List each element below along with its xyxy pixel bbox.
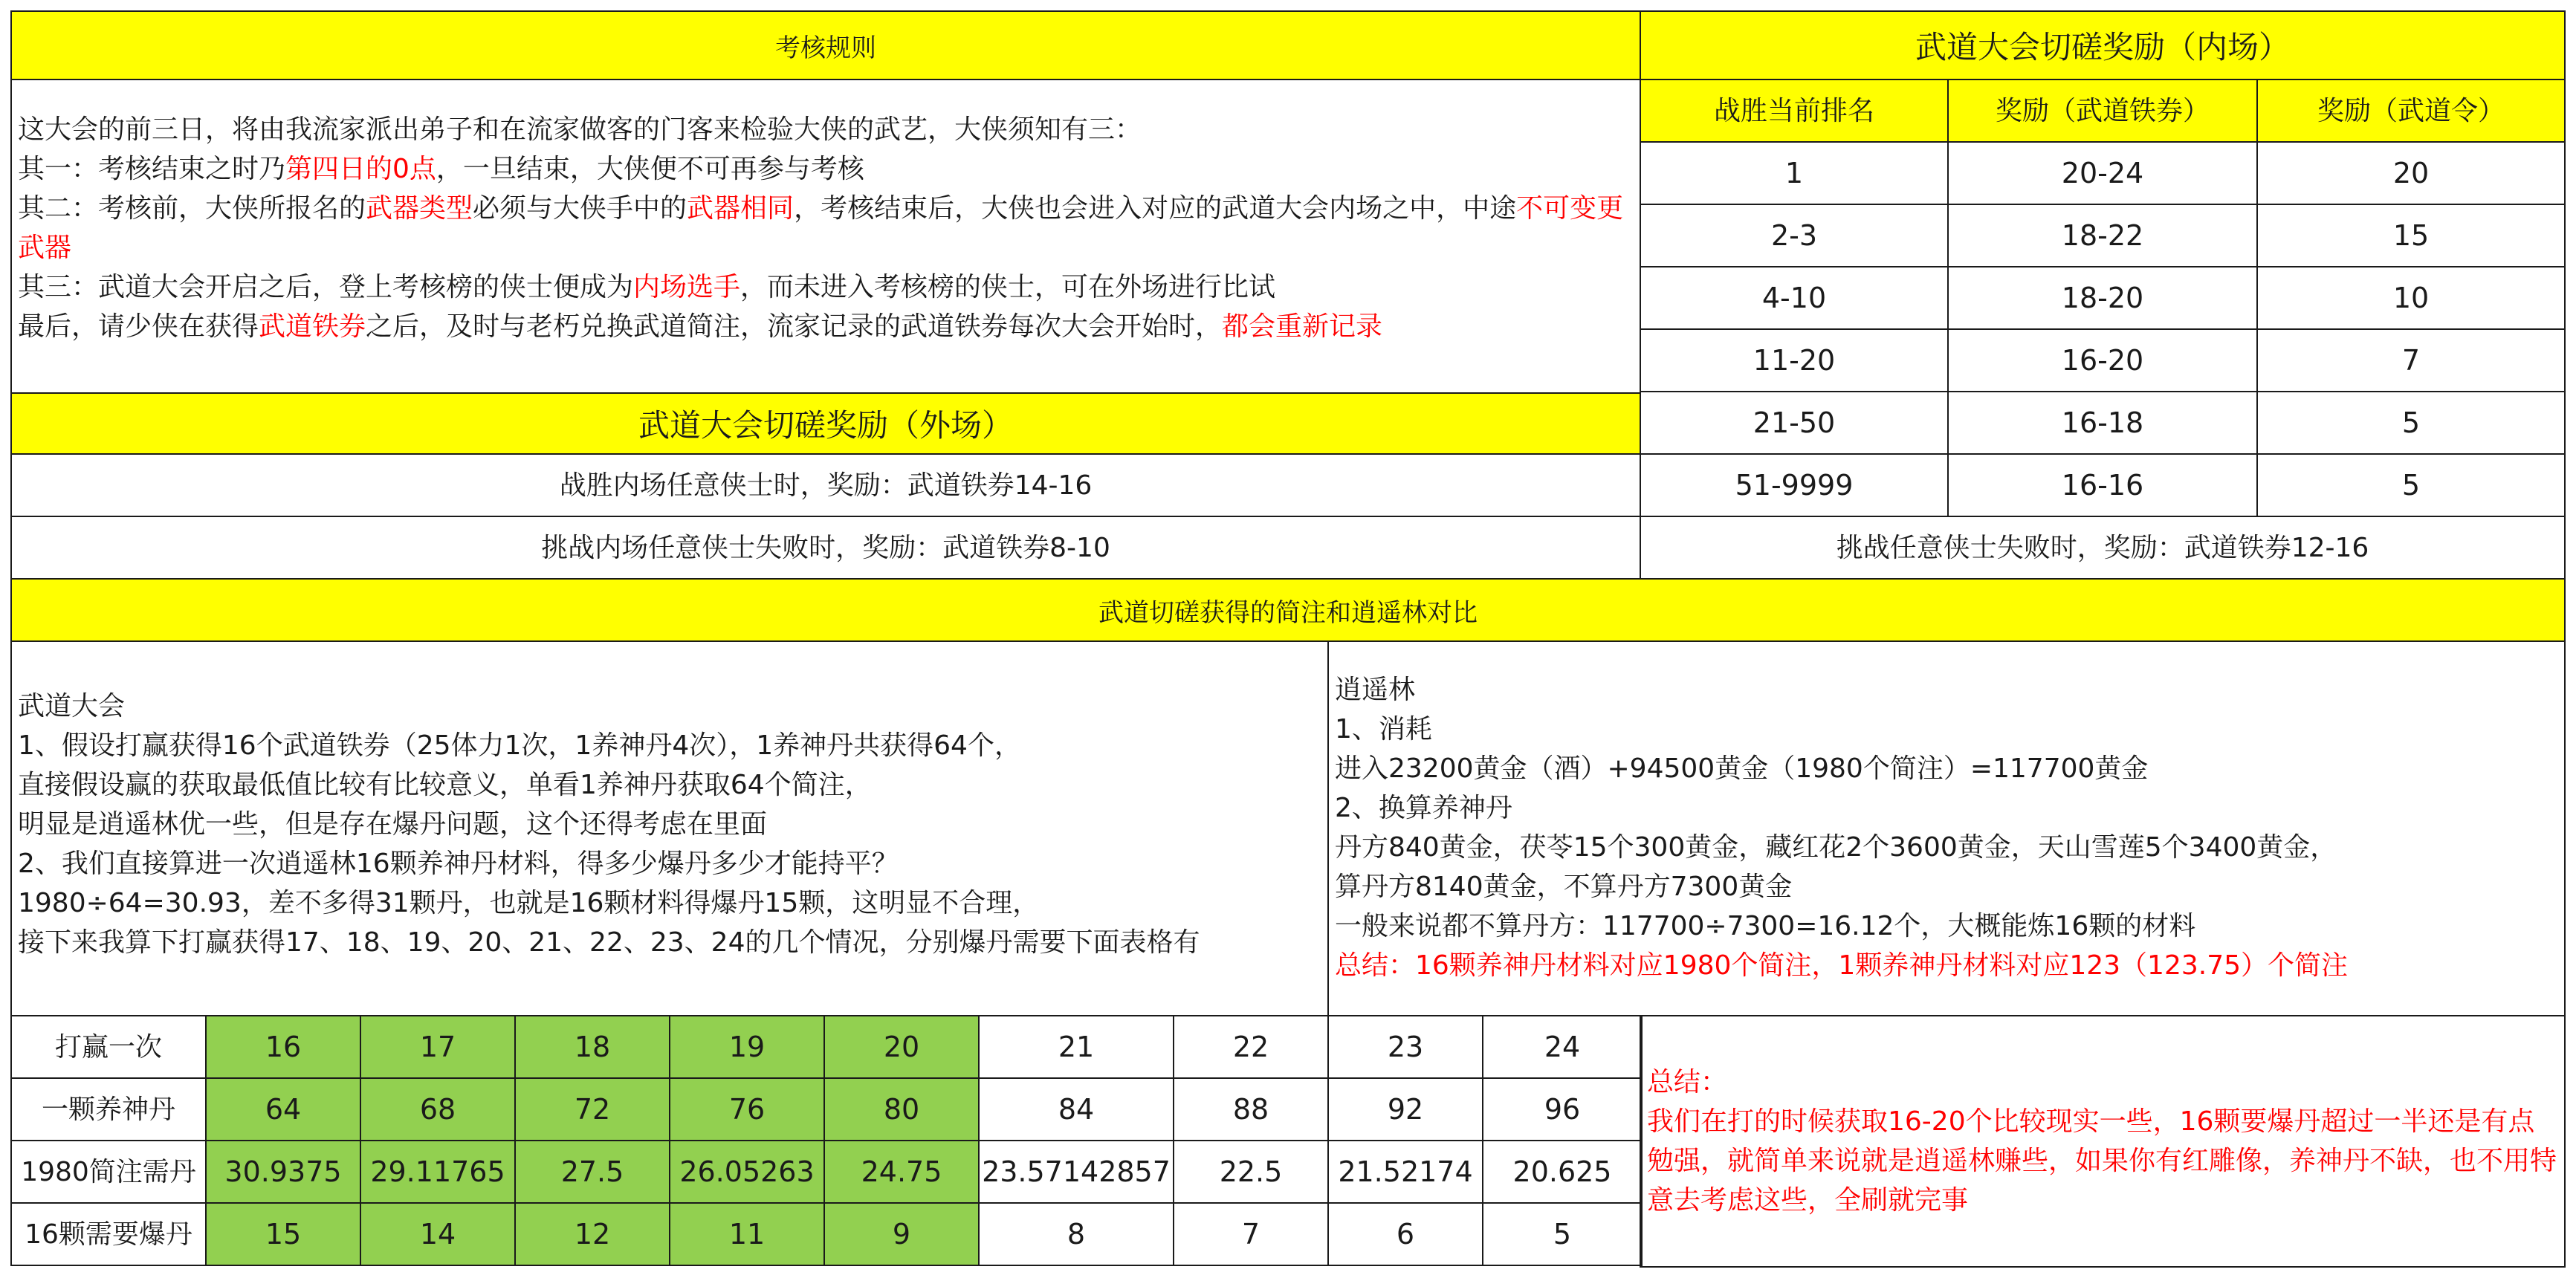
inner-cell (1947, 141, 2258, 205)
inner-cell-text: 1 (1784, 157, 1804, 189)
calc-cell (360, 1140, 516, 1204)
calc-cell (1482, 1202, 1643, 1266)
compare-right-line: 进入23200黄金（酒）+94500黄金（1980个简注）=117700黄金 (1335, 753, 2149, 784)
compare-right-summary: 总结：16颗养神丹材料对应1980个简注，1颗养神丹材料对应123（123.75）个简注 (1335, 950, 2349, 981)
inner-cell (1640, 141, 1949, 205)
inner-header (1640, 79, 1949, 143)
compare-left-panel (10, 640, 1329, 1016)
calc-cell-text: 20 (883, 1031, 920, 1063)
rules-text-segment: ，考核结束后，大侠也会进入对应的武道大会内场之中，中途 (794, 193, 1517, 224)
calc-cell (823, 1140, 980, 1204)
calc-row-label-text: 打赢一次 (54, 1031, 162, 1063)
calc-cell (1327, 1077, 1483, 1141)
calc-cell (514, 1140, 670, 1204)
calc-cell-text: 19 (728, 1031, 766, 1063)
compare-left-line: 接下来我算下打赢获得17、18、19、20、21、22、23、24的几个情况，分别爆丹需要下面表格有 (18, 927, 1200, 958)
calc-cell (823, 1077, 980, 1141)
inner-cell-text: 51-9999 (1735, 469, 1854, 502)
calc-cell-text: 80 (883, 1093, 920, 1126)
rules-text-segment: 其三：武道大会开启之后，登上考核榜的侠士便成为 (18, 272, 634, 302)
inner-cell (1640, 266, 1949, 330)
calc-cell (1327, 1015, 1483, 1079)
calc-cell (1173, 1015, 1329, 1079)
inner-cell (2256, 141, 2566, 205)
inner-cell (1947, 391, 2258, 455)
inner-cell (1947, 453, 2258, 517)
rules-title (10, 10, 1641, 80)
outer-win-reward (10, 453, 1641, 517)
calc-cell (978, 1140, 1174, 1204)
calc-cell (360, 1015, 516, 1079)
calc-row-label (10, 1140, 207, 1204)
rules-highlight: 武道铁券 (259, 311, 366, 342)
calc-cell (205, 1140, 361, 1204)
calc-cell-text: 6 (1396, 1218, 1415, 1251)
inner-fail-text: 挑战任意侠士失败时，奖励：武道铁券12-16 (1836, 532, 2369, 563)
rules-text-segment: 必须与大侠手中的 (473, 193, 687, 224)
calc-row-label (10, 1015, 207, 1079)
inner-cell-text: 5 (2401, 469, 2421, 502)
compare-right-line: 算丹方8140黄金，不算丹方7300黄金 (1335, 872, 1793, 902)
inner-cell (1640, 453, 1949, 517)
outer-win-text: 战胜内场任意侠士时，奖励：武道铁券14-16 (559, 470, 1093, 501)
inner-fail-reward (1640, 516, 2566, 580)
calc-cell-text: 15 (265, 1218, 302, 1251)
calc-cell-text: 11 (728, 1218, 766, 1251)
inner-cell (1947, 204, 2258, 267)
calc-cell (978, 1077, 1174, 1141)
calc-row-label (10, 1202, 207, 1266)
calc-cell-text: 29.11765 (370, 1155, 505, 1188)
outer-fail-text: 挑战内场任意侠士失败时，奖励：武道铁券8-10 (541, 532, 1110, 563)
inner-title-text: 武道大会切磋奖励（内场） (1915, 29, 2290, 65)
calc-cell-text: 64 (265, 1093, 302, 1126)
compare-right-line: 2、换算养神丹 (1335, 793, 1512, 823)
inner-cell-text: 4-10 (1761, 282, 1827, 314)
compare-right-line: 逍遥林 (1335, 675, 1416, 705)
inner-cell (1640, 204, 1949, 267)
inner-cell-text: 10 (2392, 282, 2430, 314)
inner-header-text: 战胜当前排名 (1713, 95, 1874, 126)
calc-cell-text: 68 (419, 1093, 456, 1126)
rules-title-text: 考核规则 (775, 33, 876, 63)
rules-line (18, 307, 1634, 346)
calc-cell-text: 24 (1544, 1031, 1581, 1063)
calc-cell-text: 9 (892, 1218, 911, 1251)
inner-cell (1947, 328, 2258, 392)
calc-cell (823, 1202, 980, 1266)
calc-cell (1482, 1077, 1643, 1141)
calc-cell (1173, 1077, 1329, 1141)
calc-cell (1173, 1202, 1329, 1266)
calc-cell (360, 1202, 516, 1266)
calc-cell (669, 1015, 825, 1079)
calc-cell (360, 1077, 516, 1141)
rules-highlight: 武器类型 (366, 193, 473, 224)
inner-cell-text: 5 (2401, 406, 2421, 439)
calc-cell (1482, 1140, 1643, 1204)
rules-line (18, 110, 1634, 149)
rules-line (18, 267, 1634, 307)
inner-cell-text: 20 (2392, 157, 2430, 189)
inner-cell (1947, 266, 2258, 330)
inner-header (2256, 79, 2566, 143)
calc-cell (1327, 1202, 1483, 1266)
calc-cell (514, 1077, 670, 1141)
compare-right-line: 1、消耗 (1335, 714, 1432, 745)
calc-cell-text: 92 (1387, 1093, 1424, 1126)
rules-text-segment: 最后，请少侠在获得 (18, 311, 259, 342)
compare-left-line: 1、假设打赢获得16个武道铁券（25体力1次，1养神丹4次），1养神丹共获得64个， (18, 730, 1021, 761)
calc-cell (978, 1202, 1174, 1266)
rules-text-segment: 之后，及时与老朽兑换武道简注，流家记录的武道铁券每次大会开始时， (366, 311, 1223, 342)
calc-cell-text: 27.5 (560, 1155, 624, 1188)
calc-cell (1482, 1015, 1643, 1079)
rules-text (10, 79, 1641, 394)
calc-cell-text: 22.5 (1219, 1155, 1283, 1188)
inner-cell (2256, 328, 2566, 392)
calc-cell-text: 26.05263 (679, 1155, 815, 1188)
compare-left-line: 直接假设赢的获取最低值比较有比较意义，单看1养神丹获取64个简注， (18, 770, 872, 800)
rules-text-segment: ，一旦结束，大侠便不可再参与考核 (436, 154, 864, 184)
inner-cell-text: 16-18 (2061, 406, 2144, 439)
calc-cell (669, 1202, 825, 1266)
inner-header-text: 奖励（武道令） (2317, 95, 2505, 126)
compare-left-line: 2、我们直接算进一次逍遥林16颗养神丹材料，得多少爆丹多少才能持平？ (18, 849, 899, 879)
compare-left-line: 明显是逍遥林优一些，但是存在爆丹问题，这个还得考虑在里面 (18, 809, 768, 840)
calc-row-label-text: 一颗养神丹 (41, 1094, 175, 1125)
calc-cell (205, 1077, 361, 1141)
inner-cell-text: 2-3 (1770, 219, 1818, 252)
calc-cell (669, 1140, 825, 1204)
calc-cell (669, 1077, 825, 1141)
inner-cell-text: 11-20 (1753, 344, 1836, 377)
compare-title (10, 578, 2566, 642)
calc-cell-text: 76 (728, 1093, 766, 1126)
compare-right-line: 一般来说都不算丹方：117700÷7300=16.12个，大概能炼16颗的材料 (1335, 911, 2196, 941)
calc-cell (205, 1202, 361, 1266)
inner-cell (1640, 328, 1949, 392)
calc-cell-text: 30.9375 (224, 1155, 342, 1188)
calc-cell-text: 72 (574, 1093, 611, 1126)
calc-cell (978, 1015, 1174, 1079)
calc-cell-text: 5 (1553, 1218, 1572, 1251)
calc-cell (514, 1202, 670, 1266)
calc-cell-text: 96 (1544, 1093, 1581, 1126)
compare-left-line: 1980÷64=30.93，差不多得31颗丹，也就是16颗材料得爆丹15颗，这明显不合理， (18, 888, 1040, 918)
calc-cell-text: 20.625 (1512, 1155, 1612, 1188)
calc-row-label-text: 16颗需要爆丹 (25, 1219, 192, 1250)
calc-cell-text: 88 (1232, 1093, 1269, 1126)
compare-right-panel (1327, 640, 2566, 1016)
inner-header (1947, 79, 2258, 143)
inner-cell-text: 18-22 (2061, 219, 2144, 252)
rules-text-segment: 其一：考核结束之时乃 (18, 154, 286, 184)
calc-cell-text: 16 (265, 1031, 302, 1063)
rules-text-segment: ，而未进入考核榜的侠士，可在外场进行比试 (740, 272, 1276, 302)
calc-cell-text: 23.57142857 (982, 1155, 1171, 1188)
inner-cell-text: 16-20 (2061, 344, 2144, 377)
outer-fail-reward (10, 516, 1641, 580)
calc-row-label (10, 1077, 207, 1141)
calc-cell-text: 21 (1058, 1031, 1095, 1063)
inner-cell (2256, 391, 2566, 455)
inner-cell (2256, 204, 2566, 267)
calc-cell-text: 22 (1232, 1031, 1269, 1063)
compare-left-line: 武道大会 (18, 691, 126, 721)
calc-cell-text: 14 (419, 1218, 456, 1251)
inner-cell-text: 15 (2392, 219, 2430, 252)
inner-header-text: 奖励（武道铁券） (1995, 95, 2210, 126)
calc-cell-text: 84 (1058, 1093, 1095, 1126)
compare-title-text: 武道切磋获得的简注和逍遥林对比 (1098, 597, 1478, 628)
calc-cell (205, 1015, 361, 1079)
inner-cell (1640, 391, 1949, 455)
calc-cell-text: 7 (1241, 1218, 1261, 1251)
rules-highlight: 武器相同 (687, 193, 795, 224)
calc-row-label-text: 1980简注需丹 (21, 1156, 196, 1187)
inner-cell-text: 20-24 (2061, 157, 2144, 189)
rules-line (18, 149, 1634, 189)
inner-cell (2256, 266, 2566, 330)
inner-title (1640, 10, 2566, 80)
calc-cell-text: 18 (574, 1031, 611, 1063)
calc-cell-text: 24.75 (861, 1155, 942, 1188)
inner-cell (2256, 453, 2566, 517)
calc-cell (514, 1015, 670, 1079)
calc-cell-text: 12 (574, 1218, 611, 1251)
inner-cell-text: 21-50 (1753, 406, 1836, 439)
calc-cell-text: 17 (419, 1031, 456, 1063)
calc-summary-title: 总结： (1647, 1067, 1728, 1097)
inner-cell-text: 7 (2401, 344, 2421, 377)
calc-cell-text: 23 (1387, 1031, 1424, 1063)
rules-text-segment: 其二：考核前，大侠所报名的 (18, 193, 366, 224)
inner-cell-text: 18-20 (2061, 282, 2144, 314)
calc-cell (823, 1015, 980, 1079)
calc-summary (1640, 1015, 2566, 1268)
rules-highlight: 不可变更武器 (18, 193, 1624, 263)
inner-cell-text: 16-16 (2061, 469, 2144, 502)
outer-title (10, 392, 1641, 455)
calc-cell-text: 21.52174 (1338, 1155, 1473, 1188)
outer-title-text: 武道大会切磋奖励（外场） (638, 407, 1013, 444)
compare-right-line: 丹方840黄金，茯苓15个300黄金，藏红花2个3600黄金，天山雪莲5个3400黄金， (1335, 832, 2337, 863)
rules-highlight: 内场选手 (633, 272, 741, 302)
calc-cell (1327, 1140, 1483, 1204)
rules-line (18, 189, 1634, 267)
calc-summary-body: 我们在打的时候获取16-20个比较现实一些，16颗要爆丹超过一半还是有点勉强，就简单来说就是逍遥林赚些，如果你有红雕像，养神丹不缺，也不用特意去考虑这些，全刷就完事 (1647, 1106, 2557, 1216)
calc-cell-text: 8 (1067, 1218, 1086, 1251)
rules-highlight: 都会重新记录 (1222, 311, 1383, 342)
rules-highlight: 第四日的0点 (285, 154, 436, 184)
calc-cell (1173, 1140, 1329, 1204)
rules-text-segment: 这大会的前三日，将由我流家派出弟子和在流家做客的门客来检验大侠的武艺，大侠须知有三： (18, 114, 1142, 145)
